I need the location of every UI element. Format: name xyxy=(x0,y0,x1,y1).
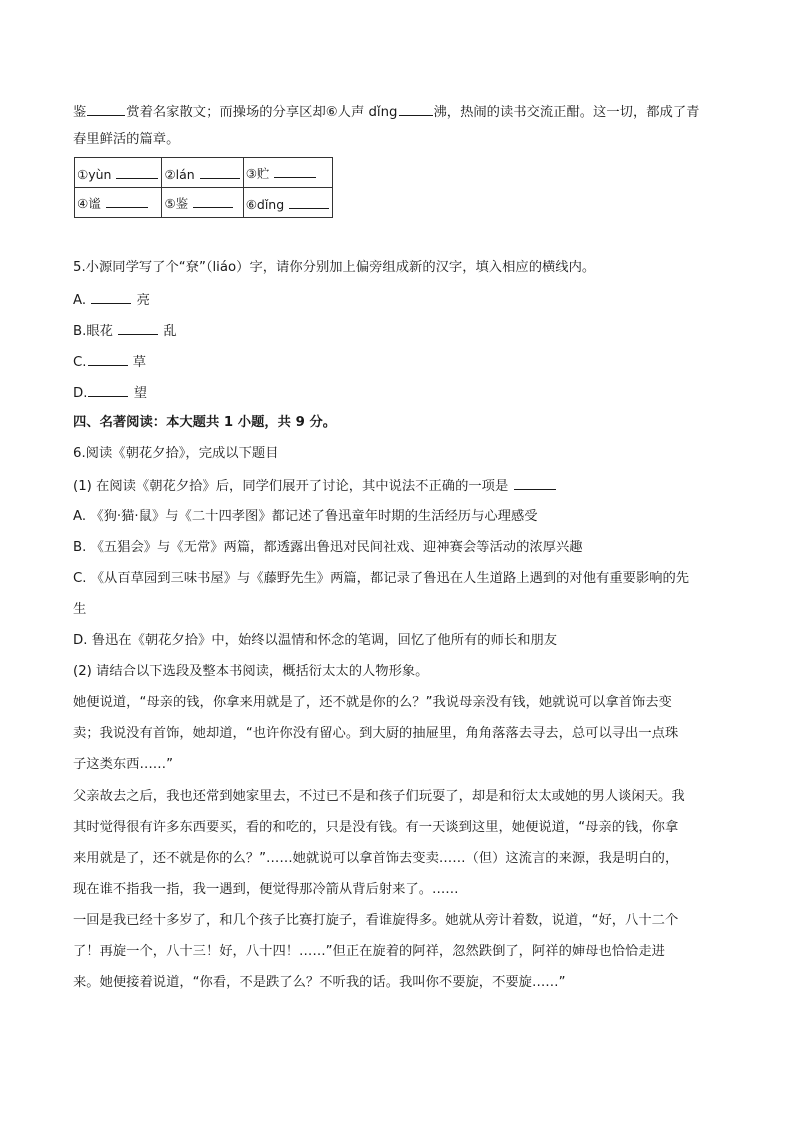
table-row xyxy=(75,158,333,188)
question-5-option-d: D. 望 xyxy=(73,382,723,404)
question-6-sub-1: (1) 在阅读《朝花夕拾》后，同学们展开了讨论，其中说法不正确的一项是 xyxy=(73,475,723,497)
intro-text: 赏着名家散文；而操场的分享区却⑥人声 dǐng xyxy=(126,105,398,120)
intro-line-1 xyxy=(73,101,723,123)
question-6-sub-2: (2) 请结合以下选段及整本书阅读，概括衍太太的人物形象。 xyxy=(73,664,429,679)
answer-blank[interactable] xyxy=(514,475,556,490)
question-5-option-a: A. 亮 xyxy=(73,289,723,311)
passage-line: 一回是我已经十多岁了，和几个孩子比赛打旋子，看谁旋得多。她就从旁计着数，说道，“好，八十二个 xyxy=(73,913,679,928)
answer-blank[interactable] xyxy=(200,164,240,179)
answer-blank[interactable] xyxy=(106,193,148,208)
question-5-option-c: C. 草 xyxy=(73,351,723,373)
answer-blank[interactable] xyxy=(88,382,128,397)
question-6-option-b[interactable]: B. 《五猖会》与《无常》两篇，都透露出鲁迅对民间社戏、迎神赛会等活动的浓厚兴趣 xyxy=(73,540,583,555)
pinyin-table xyxy=(74,157,333,218)
table-row xyxy=(75,188,333,218)
passage-line: 卖；我说没有首饰，她却道，“也许你没有留心。到大厨的抽屉里，角角落落去寻去，总可以寻出一点珠 xyxy=(73,726,679,741)
question-6-stem: 6.阅读《朝花夕拾》，完成以下题目 xyxy=(73,446,279,461)
question-5-stem: 5.小源同学写了个“尞”（liáo）字，请你分别加上偏旁组成新的汉字，填入相应的横线内。 xyxy=(73,260,596,275)
question-6-option-a[interactable]: A. 《狗·猫·鼠》与《二十四孝图》都记述了鲁迅童年时期的生活经历与心理感受 xyxy=(73,509,538,524)
answer-blank[interactable] xyxy=(399,101,433,116)
answer-blank[interactable] xyxy=(116,164,158,179)
passage-line: 其时觉得很有许多东西要买，看的和吃的，只是没有钱。有一天谈到这里，她便说道，“母亲的钱，你拿 xyxy=(73,820,679,835)
passage-line: 父亲故去之后，我也还常到她家里去，不过已不是和孩子们玩耍了，却是和衍太太或她的男人谈闲天。我 xyxy=(73,789,685,804)
table-cell[interactable]: ①yùn xyxy=(75,158,162,188)
passage-line: 来用就是了，还不就是你的么？”……她就说可以拿首饰去变卖……（但）这流言的来源，我是明白的， xyxy=(73,851,679,866)
answer-blank[interactable] xyxy=(91,289,131,304)
question-5-option-b: B.眼花 乱 xyxy=(73,320,723,342)
answer-blank[interactable] xyxy=(274,163,316,178)
intro-line-2: 春里鲜活的篇章。 xyxy=(73,132,180,147)
table-cell[interactable]: ⑥dǐng xyxy=(243,188,332,218)
question-6-option-c-cont[interactable]: 生 xyxy=(73,602,87,617)
answer-blank[interactable] xyxy=(289,194,329,209)
question-6-option-d[interactable]: D. 鲁迅在《朝花夕拾》中，始终以温情和怀念的笔调，回忆了他所有的师长和朋友 xyxy=(73,633,558,648)
passage-line: 来。她便接着说道，“你看，不是跌了么？不听我的话。我叫你不要旋，不要旋……” xyxy=(73,975,566,990)
question-6-option-c[interactable]: C. 《从百草园到三味书屋》与《藤野先生》两篇，都记录了鲁迅在人生道路上遇到的对他有重要影响的先 xyxy=(73,571,690,586)
passage-line: 现在谁不指我一指，我一遇到，便觉得那冷箭从背后射来了。…… xyxy=(73,882,459,897)
intro-text: 鉴 xyxy=(73,105,87,120)
answer-blank[interactable] xyxy=(87,101,125,116)
answer-blank[interactable] xyxy=(193,193,233,208)
answer-blank[interactable] xyxy=(88,351,128,366)
table-cell[interactable]: ③贮 xyxy=(243,158,332,188)
table-cell[interactable]: ②lán xyxy=(162,158,243,188)
answer-blank[interactable] xyxy=(118,320,158,335)
intro-text: 沸，热闹的读书交流正酣。这一切，都成了青 xyxy=(433,105,700,120)
section-4-title: 四、名著阅读：本大题共 1 小题，共 9 分。 xyxy=(73,415,337,430)
passage-line: 她便说道，“母亲的钱，你拿来用就是了，还不就是你的么？”我说母亲没有钱，她就说可以拿首饰去变 xyxy=(73,695,672,710)
table-cell[interactable]: ⑤鉴 xyxy=(162,188,243,218)
passage-line: 子这类东西……” xyxy=(73,757,173,772)
table-cell[interactable]: ④谧 xyxy=(75,188,162,218)
passage-line: 了！再旋一个，八十三！好，八十四！……”但正在旋着的阿祥，忽然跌倒了，阿祥的婶母也恰恰走进 xyxy=(73,944,665,959)
